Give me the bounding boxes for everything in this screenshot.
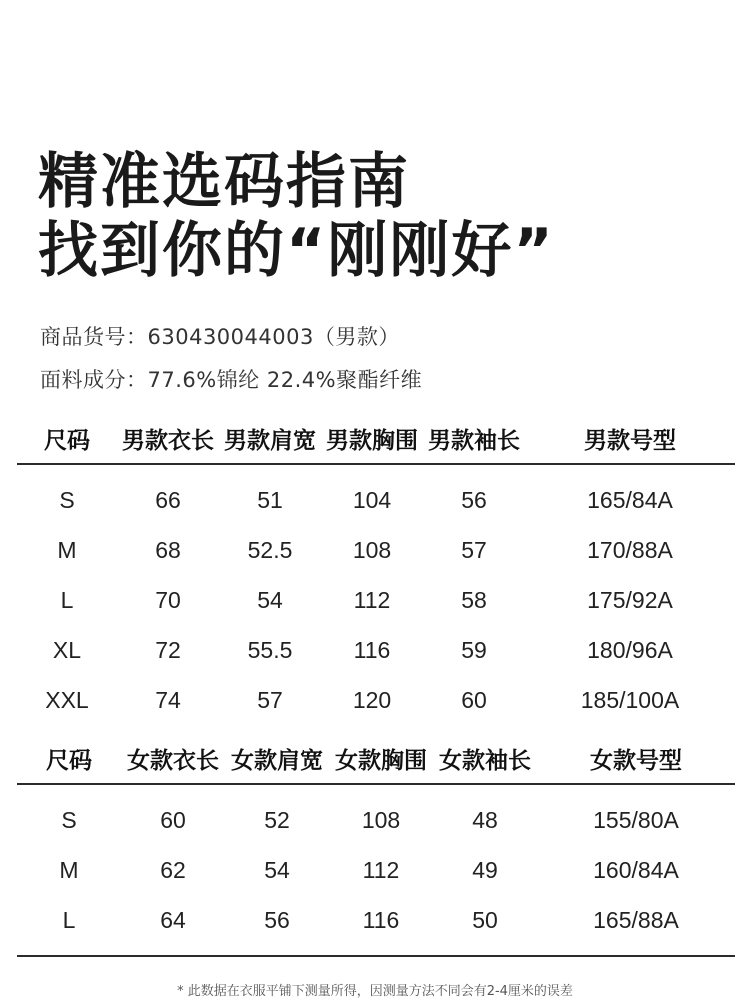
header-fit: 男款号型 [525,413,735,464]
cell-sleeve: 58 [461,586,487,613]
cell-fit: 165/88A [537,895,735,956]
cell-shoulder: 52.5 [247,536,293,563]
cell-chest: 116 [329,895,433,956]
cell-sleeve: 57 [461,536,487,563]
cell-sleeve: 50 [433,895,537,956]
cell-length: 66 [155,486,181,513]
cell-length: 60 [160,806,186,833]
men-header-row [17,413,735,464]
cell-sleeve: 56 [461,486,487,513]
header-shoulder: 男款肩宽 [219,413,321,464]
cell-chest: 116 [353,636,391,663]
cell-size: M [59,856,79,883]
cell-size: XXL [45,686,89,713]
cell-length: 72 [155,636,181,663]
table-row [17,625,735,675]
header-length: 女款衣长 [121,733,225,784]
header-shoulder: 女款肩宽 [225,733,329,784]
cell-chest: 120 [352,686,392,713]
cell-sleeve: 49 [472,856,498,883]
table-row [17,845,735,895]
cell-shoulder: 54 [257,586,283,613]
cell-shoulder: 56 [225,895,329,956]
cell-fit: 170/88A [587,536,673,563]
cell-size: L [17,895,121,956]
table-row [17,895,735,956]
material-composition: 面料成分：77.6%锦纶 22.4%聚酯纤维 [40,368,423,392]
header-length: 男款衣长 [117,413,219,464]
table-row [17,784,735,845]
header-size: 尺码 [17,413,117,464]
cell-chest: 108 [352,536,392,563]
cell-chest: 108 [361,806,401,833]
cell-fit: 165/84A [587,486,673,513]
cell-size: M [57,536,77,563]
header-sleeve: 女款袖长 [433,733,537,784]
header-sleeve: 男款袖长 [423,413,525,464]
cell-shoulder: 52 [264,806,290,833]
cell-length: 74 [155,686,181,713]
cell-fit: 175/92A [587,586,673,613]
cell-length: 70 [155,586,181,613]
cell-sleeve: 48 [472,806,498,833]
header-chest: 女款胸围 [329,733,433,784]
table-row [17,525,735,575]
cell-fit: 155/80A [593,806,679,833]
header-chest: 男款胸围 [321,413,423,464]
cell-shoulder: 55.5 [247,636,293,663]
cell-length: 62 [160,856,186,883]
product-code: 商品货号：630430044003（男款） [40,325,400,349]
cell-size: L [60,586,74,613]
cell-size: S [61,806,77,833]
cell-chest: 112 [353,586,391,613]
cell-fit: 160/84A [593,856,679,883]
cell-shoulder: 51 [257,486,283,513]
table-row [17,675,735,725]
header-size: 尺码 [17,733,121,784]
cell-sleeve: 60 [461,686,487,713]
women-header-row [17,733,735,784]
table-row [17,464,735,525]
cell-size: XL [52,636,82,663]
men-size-table [17,413,735,725]
cell-shoulder: 54 [264,856,290,883]
table-row [17,575,735,625]
measurement-footnote: * 此数据在衣服平铺下测量所得，因测量方法不同会有2-4厘米的误差 [177,984,573,999]
cell-length: 68 [155,536,181,563]
cell-chest: 104 [352,486,392,513]
cell-shoulder: 57 [257,686,283,713]
cell-fit: 180/96A [587,636,673,663]
women-size-table [17,733,735,957]
cell-size: S [59,486,75,513]
cell-fit: 185/100A [580,686,680,713]
header-fit: 女款号型 [537,733,735,784]
title-line-1: 精准选码指南 [38,147,410,217]
title-line-2: 找到你的“刚刚好” [38,216,555,286]
cell-sleeve: 59 [461,636,487,663]
cell-chest: 112 [362,856,400,883]
cell-length: 64 [121,895,225,956]
